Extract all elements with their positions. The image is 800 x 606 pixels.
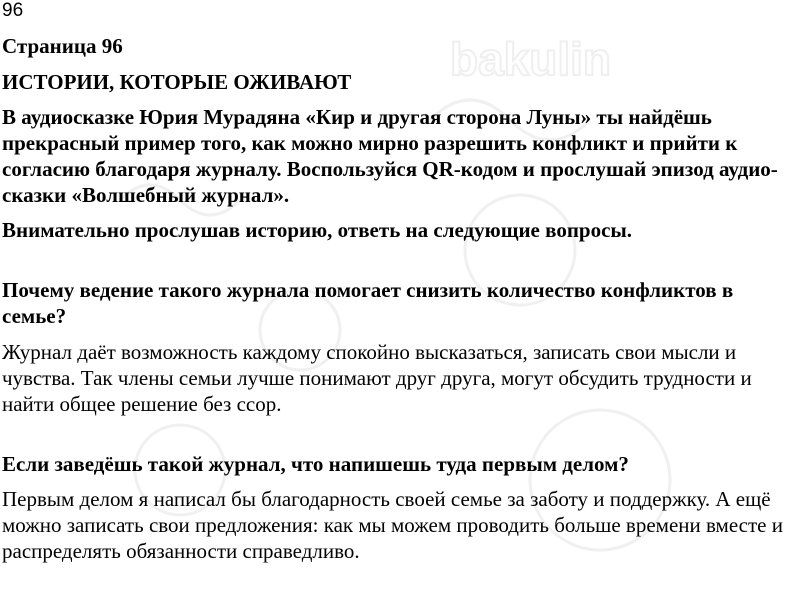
page-heading: Страница 96 bbox=[2, 34, 123, 58]
watermark-text: bakulin bbox=[450, 33, 612, 85]
section-title: ИСТОРИИ, КОТОРЫЕ ОЖИВАЮТ bbox=[2, 70, 352, 94]
instruction-paragraph: Внимательно прослушав историю, ответь на следующие вопросы. bbox=[2, 218, 633, 242]
question-2: Если заведёшь такой журнал, что напишешь туда первым делом? bbox=[2, 452, 629, 476]
question-1: Почему ведение такого журнала помогает снизить количество конфликтов в семье? bbox=[2, 278, 734, 328]
answer-2: Первым делом я написал бы благодарность своей семье за заботу и поддержку. А ещё можно записать свои предложения: как мы можем проводить больше времени вместе и распределять обязанности справедливо. bbox=[2, 487, 783, 563]
page-number: 96 bbox=[2, 0, 24, 21]
intro-paragraph: В аудиосказке Юрия Мурадяна «Кир и другая сторона Луны» ты найдёшь прекрасный пример того, как можно мирно разрешить конфликт и прийти к согласию благодаря журналу. Воспользуйся QR-кодом и прослушай эпизод аудио-сказки «Волшебный журнал». bbox=[2, 105, 778, 207]
answer-1: Журнал даёт возможность каждому спокойно высказаться, записать свои мысли и чувства. Так члены семьи лучше понимают друг друга, могут обсудить трудности и найти общее решение без ссор. bbox=[2, 340, 752, 416]
